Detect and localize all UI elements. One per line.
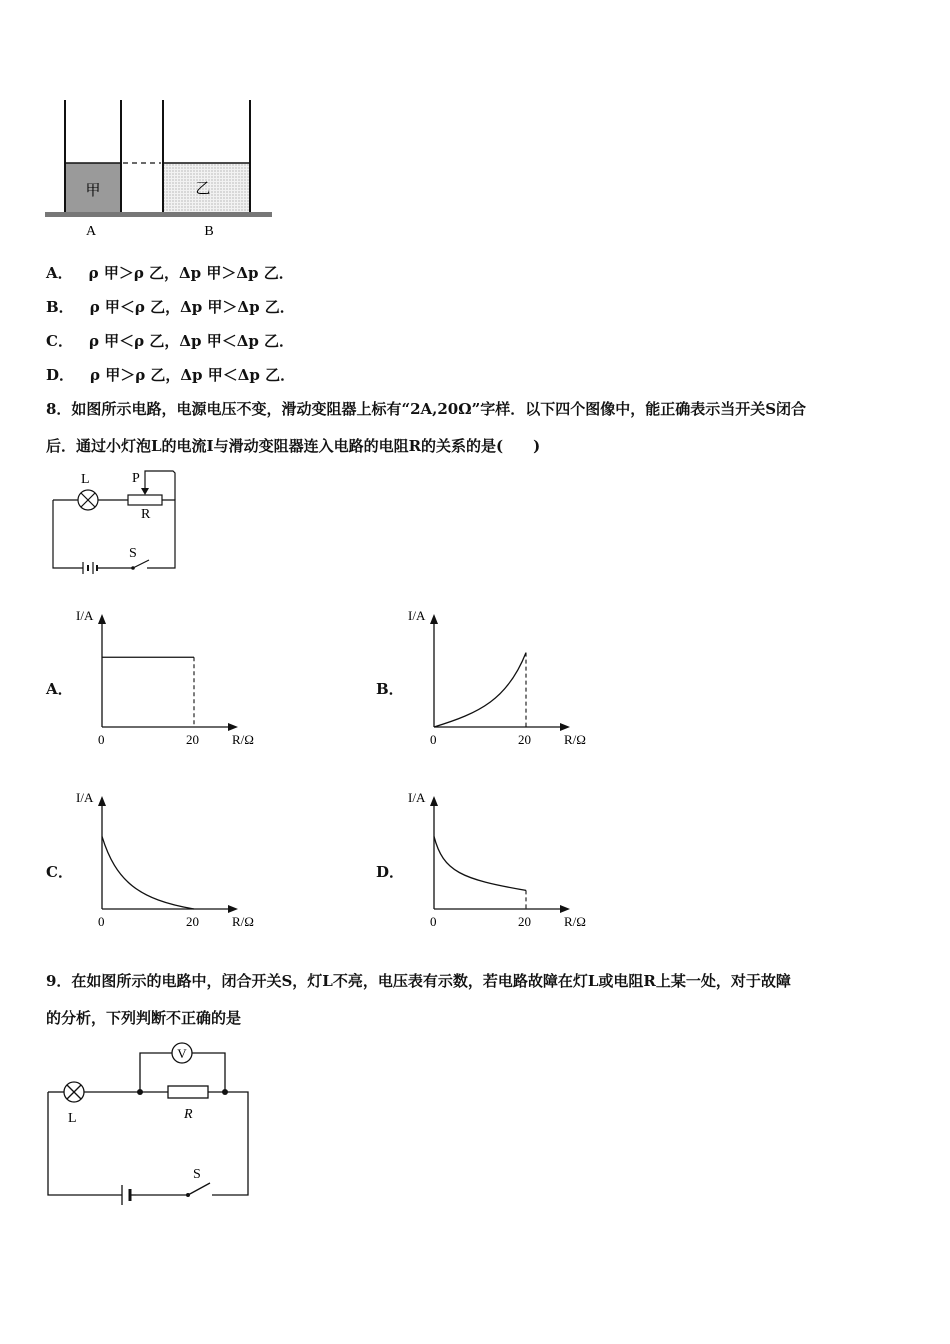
- slider-label: P: [132, 471, 140, 486]
- container-a-label: A: [85, 224, 97, 239]
- x-axis-arrow-icon: [560, 723, 570, 731]
- q7-option-c[interactable]: C． ρ 甲＜ρ 乙，Δp 甲＜Δp 乙．: [46, 332, 295, 350]
- q9-question-line2: 的分析，下列判断不正确的是: [46, 1009, 242, 1027]
- q7-option-b[interactable]: B． ρ 甲＜ρ 乙，Δp 甲＞Δp 乙．: [46, 298, 295, 316]
- y-axis-label: I/A: [76, 608, 94, 623]
- x-tick-label-20: 20: [186, 732, 199, 747]
- switch-icon: [131, 560, 149, 570]
- x-axis-label: R/Ω: [564, 732, 586, 747]
- q8-circuit-diagram: [45, 465, 185, 577]
- switch-label: S: [129, 546, 137, 561]
- q9-question-line1: 9．在如图所示的电路中，闭合开关S，灯L不亮，电压表有示数，若电路故障在灯L或电阻R上某一处，对于故障: [46, 972, 791, 990]
- liquid-yi-label: 乙: [195, 181, 211, 197]
- x-axis-arrow-icon: [228, 905, 238, 913]
- y-axis-label: I/A: [408, 790, 426, 805]
- lamp-label: L: [81, 472, 90, 487]
- lamp-icon: [78, 490, 98, 510]
- y-axis-arrow-icon: [430, 614, 438, 624]
- q9-resistor-label: R: [184, 1107, 193, 1122]
- origin-tick-label: 0: [430, 732, 437, 747]
- series-line: [434, 836, 526, 890]
- x-tick-label-20: 20: [518, 732, 531, 747]
- q9-battery-icon: [122, 1185, 130, 1205]
- y-axis-arrow-icon: [98, 614, 106, 624]
- q7-option-a[interactable]: A． ρ 甲＞ρ 乙，Δp 甲＞Δp 乙．: [46, 264, 294, 282]
- q9-switch-icon: [186, 1183, 210, 1197]
- x-axis-label: R/Ω: [564, 914, 586, 929]
- q8-option-d[interactable]: D．: [376, 863, 405, 881]
- liquid-jia-label: 甲: [85, 183, 101, 199]
- origin-tick-label: 0: [98, 732, 105, 747]
- voltmeter-icon: [172, 1043, 192, 1063]
- graph-a: [70, 600, 270, 750]
- q8-option-b[interactable]: B．: [376, 680, 404, 698]
- graph-b: [402, 600, 602, 750]
- q8-option-a[interactable]: A．: [46, 680, 73, 698]
- q9-lamp-icon: [64, 1082, 84, 1102]
- q7-containers-figure: [40, 95, 280, 245]
- q8-question-line2: 后．通过小灯泡L的电流I与滑动变阻器连入电路的电阻R的关系的是( ): [46, 437, 541, 455]
- q8-option-c[interactable]: C．: [46, 863, 73, 881]
- x-tick-label-20: 20: [518, 914, 531, 929]
- ground: [45, 212, 272, 217]
- q9-switch-label: S: [193, 1167, 201, 1182]
- q9-lamp-label: L: [68, 1111, 77, 1126]
- series-line: [434, 653, 526, 727]
- battery-icon: [83, 562, 97, 574]
- resistor-label: R: [141, 507, 151, 522]
- q9-circuit-diagram: [40, 1040, 260, 1210]
- q7-option-d[interactable]: D． ρ 甲＞ρ 乙，Δp 甲＜Δp 乙．: [46, 366, 296, 384]
- origin-tick-label: 0: [98, 914, 105, 929]
- x-tick-label-20: 20: [186, 914, 199, 929]
- series-line: [102, 836, 194, 909]
- x-axis-arrow-icon: [228, 723, 238, 731]
- rheostat-icon: [128, 495, 162, 505]
- y-axis-label: I/A: [76, 790, 94, 805]
- graph-c: [70, 782, 270, 932]
- q9-resistor-icon: [168, 1086, 208, 1098]
- y-axis-arrow-icon: [430, 796, 438, 806]
- x-axis-arrow-icon: [560, 905, 570, 913]
- origin-tick-label: 0: [430, 914, 437, 929]
- y-axis-arrow-icon: [98, 796, 106, 806]
- container-b-label: B: [204, 224, 214, 239]
- x-axis-label: R/Ω: [232, 914, 254, 929]
- y-axis-label: I/A: [408, 608, 426, 623]
- voltmeter-label: V: [177, 1046, 187, 1061]
- q8-question-line1: 8．如图所示电路，电源电压不变，滑动变阻器上标有“2A,20Ω”字样．以下四个图像中，能正确表示当开关S闭合: [46, 400, 807, 418]
- graph-d: [402, 782, 602, 932]
- x-axis-label: R/Ω: [232, 732, 254, 747]
